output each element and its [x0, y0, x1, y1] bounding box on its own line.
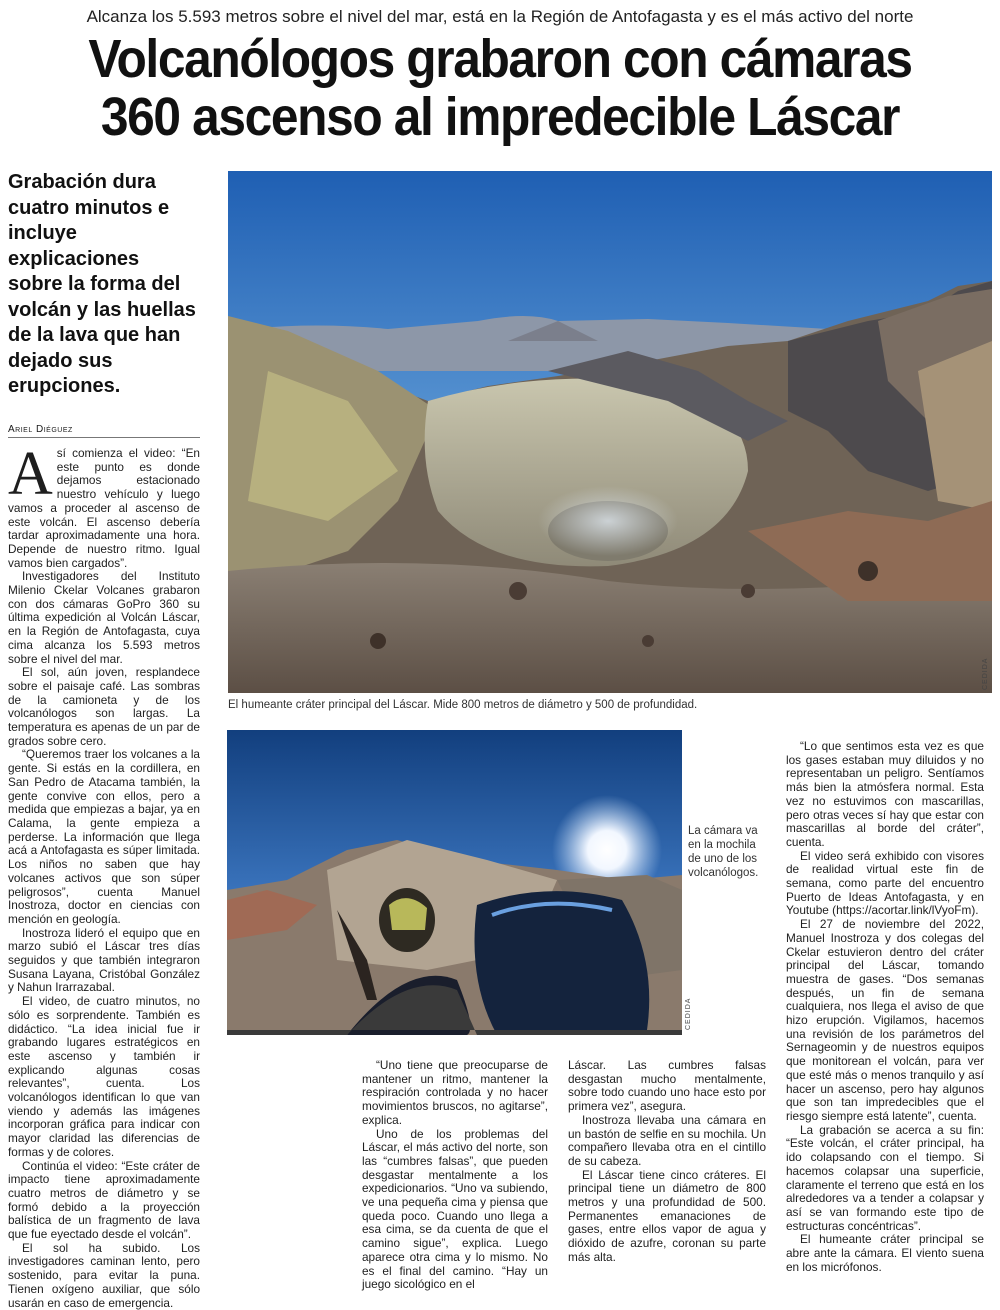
headline [58, 30, 941, 146]
paragraph: “Lo que sentimos esta vez es que los gases estaban muy diluidos y no representaban un peligro. Sentíamos más bien la atmósfera normal. Esta vez no estuvimos con mascarillas, pero otras veces sí hay que estar con mascarillas al borde del cráter”, cuenta. [786, 739, 984, 849]
byline: Ariel Diéguez [8, 424, 200, 438]
paragraph: El humeante cráter principal se abre ante la cámara. El viento suena en los micrófonos. [786, 1232, 984, 1274]
paragraph: Investigadores del Instituto Milenio Ckelar Volcanes grabaron con dos cámaras GoPro 360 su última expedición al Volcán Láscar, en la Región de Antofagasta, cuya cima alcanza los 5.593 metros sobre el nivel del mar. [8, 569, 200, 666]
paragraph: “Queremos traer los volcanes a la gente. Si estás en la cordillera, en San Pedro de Atacama también, la gente convive con ellos, pero a medida que empiezas a bajar, ya en Calama, la gente empieza a perderse. La información que llega acá a Antofagasta es súper limitada. Los niños no saben que hay volcanes activos que son súper peligrosos”, cuenta Manuel Inostroza, doctor en ciencias con mención en geología. [8, 747, 200, 926]
paragraph: La grabación se acerca a su fin: “Este volcán, el cráter principal, ha ido colapsando con el tiempo. Si hacemos colapsar una superficie, claramente el terreno que está en los alrededores va a tender a colapsar y así se van formando este tipo de estructuras concéntricas”. [786, 1122, 984, 1233]
headline-line-2: 360 ascenso al impredecible Láscar [100, 87, 900, 147]
article-column-1 [8, 440, 200, 1310]
second-photo-caption: La cámara va en la mochila de uno de los volcanólogos. [688, 825, 759, 879]
paragraph: Continúa el video: “Este cráter de impacto tiene aproximadamente cuatro metros de diámetro y se formó debido a la proyección balística de un fragmento de lava que fue eyectado desde el volcán”. [8, 1158, 200, 1242]
ascent-360-image [227, 730, 682, 1035]
paragraph: Láscar. Las cumbres falsas desgastan mucho mentalmente, sobre todo cuando uno hace esto por primera vez”, asegura. [568, 1058, 766, 1114]
paragraph: El video, de cuatro minutos, no sólo es sorprendente. También es didáctico. “La idea inicial fue ir grabando lugares estratégicos en este ascenso y también ir explicando algunas cosas relevantes”, cuenta. Los volcanólogos identifican lo que van viendo y además las imágenes incorporan gráfica para indicar con mayor claridad las diferencias de formas y de colores. [8, 994, 200, 1159]
paragraph: Inostroza lideró el equipo que en marzo subió el Láscar tres días seguidos y que también integraron Susana Layana, Cristóbal González y Nahun Irarrazabal. [8, 925, 200, 995]
lead-paragraph: Grabación dura cuatro minutos e incluye explicaciones sobre la forma del volcán y las huellas de la lava que han dejado sus erupciones. [8, 171, 196, 397]
drop-cap: A [8, 440, 53, 508]
paragraph: El 27 de noviembre del 2022, Manuel Inostroza y dos colegas del Ckelar estuvieron dentro del cráter principal del Láscar, tomando muestra de gases. “Dos semanas después, un fin de semana cualquiera, nos llega el aviso de que hizo erupción. Vigilamos, hacemos una revisión de los parámetros del Sernageomin y de nuestros equipos que monitorean el volcán, para ver que esté más o menos tranquilo y así hacer un ascenso, pero hay algunos que son tan impredecibles que el riesgo siempre está latente”, cuenta. [786, 917, 984, 1123]
paragraph: El sol ha subido. Los investigadores caminan lento, pero sostenido, para evitar la puna. Tienen oxígeno auxiliar, que sólo usarán en caso de emergencia. [8, 1240, 200, 1310]
main-photo-caption: El humeante cráter principal del Láscar. Mide 800 metros de diámetro y 500 de profundidad. [228, 699, 698, 711]
paragraph: El sol, aún joven, resplandece sobre el paisaje café. Las sombras de la camioneta y de los volcanólogos son largas. La temperatura es apenas de un par de grados sobre cero. [8, 665, 200, 748]
paragraph: Así comienza el video: “En este punto es donde dejamos estacionado nuestro vehículo y luego vamos a proceder al ascenso de este volcán. El ascenso debería tardar aproximadamente una hora. Depende de nuestro ritmo. Igual vamos bien cargados”. [8, 440, 200, 570]
photo-credit-main: CEDIDA [982, 657, 989, 690]
crater-landscape-image [228, 171, 992, 693]
paragraph: “Uno tiene que preocuparse de mantener un ritmo, mantener la respiración controlada y no hacer movimientos bruscos, no agitarse”, explica. [362, 1058, 548, 1127]
headline-line-1: Volcanólogos grabaron con cámaras [88, 29, 912, 89]
kicker: Alcanza los 5.593 metros sobre el nivel del mar, está en la Región de Antofagasta y es el más activo del norte [86, 7, 914, 26]
photo-credit-second: CEDIDA [685, 997, 692, 1030]
paragraph: Uno de los problemas del Láscar, el más activo del norte, son las “cumbres falsas”, que pueden desgastar mentalmente a los expedicionarios. “Uno va subiendo, ve una pequeña cima y piensa que queda poco. Cuando uno llega a esa cima, se da cuenta de que el camino sigue”, explica. Luego aparece otra cima y lo mismo. No es el final del camino. “Hay un juego sicológico en el [362, 1126, 548, 1292]
crater-photo [228, 171, 992, 693]
ascent-photo [227, 730, 682, 1035]
article-column-4 [786, 740, 984, 1274]
article-column-3 [568, 1059, 766, 1265]
paragraph: Inostroza llevaba una cámara en un bastón de selfie en su mochila. Un compañero llevaba otra en el cintillo de su cabeza. [568, 1112, 766, 1168]
paragraph: El video será exhibido con visores de realidad virtual este fin de semana, como parte del encuentro Puerto de Ideas Antofagasta, y en Youtube (https://acortar.link/lVyoFm). [786, 848, 984, 918]
article-column-2 [362, 1059, 548, 1292]
paragraph: El Láscar tiene cinco cráteres. El principal tiene un diámetro de 800 metros y una profundidad de 500. Permanentes emanaciones de gases, entre ellos vapor de agua y dióxido de azufre, coronan su parte más alta. [568, 1167, 766, 1264]
